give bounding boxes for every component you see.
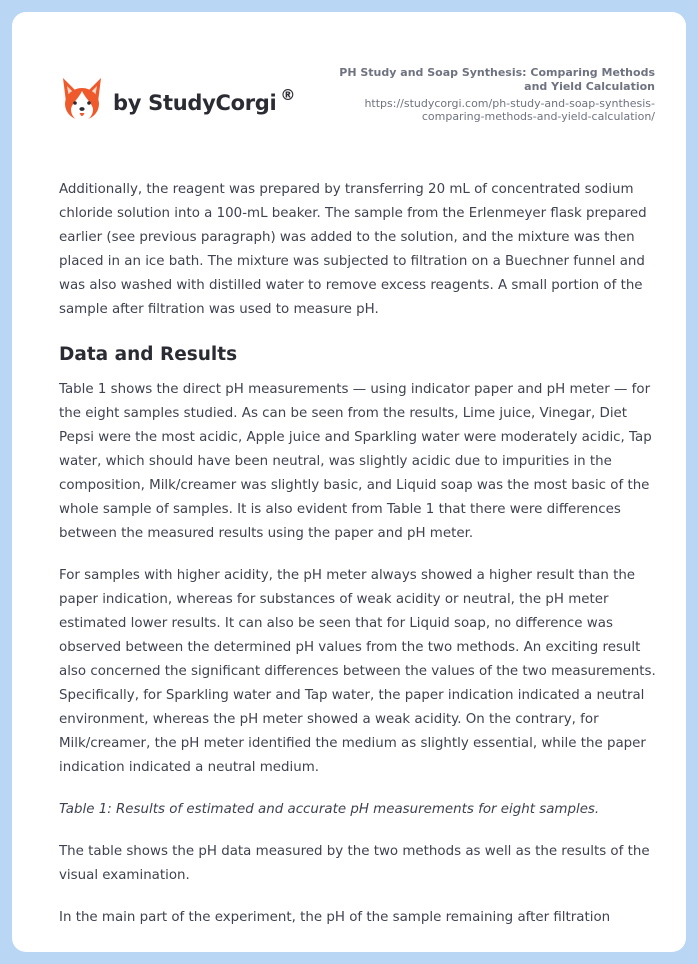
- document-title: PH Study and Soap Synthesis: Comparing Methods and Yield Calculation: [339, 66, 655, 93]
- paragraph: In the main part of the experiment, the pH of the sample remaining after filtration: [59, 910, 611, 925]
- document-body: [59, 178, 659, 948]
- paragraph: For samples with higher acidity, the pH meter always showed a higher result than the paper indication, whereas for substances of weak acidity or neutral, the pH meter estimated lower results. It can also be seen that for Liquid soap, no difference was observed between the determined pH values from the two methods. An exciting result also concerned the significant differences between the values of the two measurements. Specifically, for Sparkling water and Tap water, the paper indication indicated a neutral environment, whereas the pH meter showed a weak acidity. On the contrary, for Milk/creamer, the pH meter identified the medium as slightly essential, while the paper indication indicated a neutral medium.: [59, 568, 656, 775]
- corgi-logo-icon: [60, 76, 104, 124]
- brand-logo[interactable]: [60, 76, 295, 124]
- section-heading: Data and Results: [59, 344, 238, 365]
- document-url[interactable]: https://studycorgi.com/ph-study-and-soap-synthesis-comparing-methods-and-yield-calculation/: [364, 97, 655, 123]
- registered-mark: ®: [280, 86, 296, 104]
- brand-name: by StudyCorgi ®: [113, 86, 296, 115]
- document-meta: [325, 66, 655, 123]
- paragraph: Additionally, the reagent was prepared by transferring 20 mL of concentrated sodium chloride solution into a 100-mL beaker. The sample from the Erlenmeyer flask prepared earlier (see previous paragraph) was added to the solution, and the mixture was then placed in an ice bath. The mixture was subjected to filtration on a Buechner funnel and was also washed with distilled water to remove excess reagents. A small portion of the sample after filtration was used to measure pH.: [59, 182, 647, 317]
- document-page: [12, 12, 686, 952]
- paragraph: The table shows the pH data measured by the two methods as well as the results of the visual examination.: [59, 844, 650, 883]
- page-header: [12, 12, 686, 162]
- paragraph: Table 1 shows the direct pH measurements — using indicator paper and pH meter — for the eight samples studied. As can be seen from the results, Lime juice, Vinegar, Diet Pepsi were the most acidic, Apple juice and Sparkling water were moderately acidic, Tap water, which should have been neutral, was slightly acidic due to impurities in the composition, Milk/creamer was slightly basic, and Liquid soap was the most basic of the whole sample of samples. It is also evident from Table 1 that there were differences between the measured results using the paper and pH meter.: [59, 382, 652, 541]
- table-caption: Table 1: Results of estimated and accurate pH measurements for eight samples.: [59, 802, 600, 817]
